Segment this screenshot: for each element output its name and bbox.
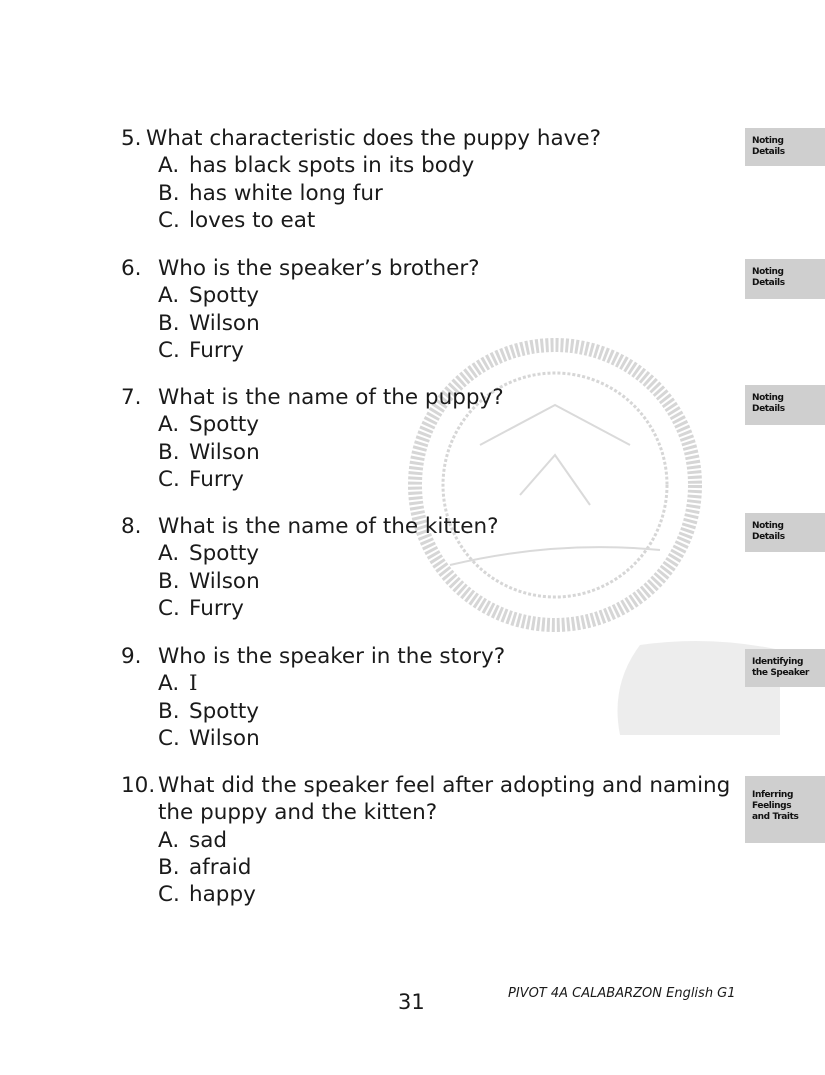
option-c: C. Furry [158,595,244,621]
question-number: 6. [121,256,142,281]
question-8 [0,513,745,622]
option-b: B. Wilson [158,568,260,594]
skill-tag: Noting Details [745,128,825,166]
question-number: 10. [121,773,156,798]
option-a: A. sad [158,827,228,853]
footer-text: PIVOT 4A CALABARZON English G1 [508,986,736,1001]
question-text: Who is the speaker’s brother? [158,256,480,281]
option-a: A. Spotty [158,541,260,567]
option-a: A. has black spots in its body [158,153,475,179]
option-c: C. Furry [158,337,244,363]
skill-tag: Identifying the Speaker [745,649,825,687]
question-text-continued: the puppy and the kitten? [158,800,438,826]
skill-tag: Noting Details [745,513,825,552]
question-9 [0,643,745,752]
option-c: C. Furry [158,466,244,492]
question-text: What is the name of the kitten? [158,514,499,539]
option-c: C. loves to eat [158,207,316,233]
option-b: B. afraid [158,854,252,880]
skill-tag: Inferring Feelings and Traits [745,776,825,843]
question-number: 7. [121,385,142,410]
option-a: A. I [158,671,198,697]
question-5 [0,125,745,234]
question-number: 5. [121,126,142,151]
question-10 [0,772,745,908]
skill-tag: Noting Details [745,259,825,299]
page-number: 31 [398,990,425,1014]
question-text: What did the speaker feel after adopting and naming [158,773,731,798]
question-6 [0,255,745,364]
option-a: A. Spotty [158,283,260,309]
question-text: What characteristic does the puppy have? [146,126,601,151]
question-text: Who is the speaker in the story? [158,644,506,669]
option-b: B. has white long fur [158,180,383,206]
option-c: C. happy [158,882,256,908]
skill-tag: Noting Details [745,385,825,425]
question-number: 9. [121,644,142,669]
question-7 [0,384,745,493]
question-number: 8. [121,514,142,539]
question-text: What is the name of the puppy? [158,385,504,410]
option-b: B. Wilson [158,310,260,336]
option-a: A. Spotty [158,412,260,438]
option-c: C. Wilson [158,725,260,751]
option-b: B. Wilson [158,439,260,465]
option-b: B. Spotty [158,698,260,724]
